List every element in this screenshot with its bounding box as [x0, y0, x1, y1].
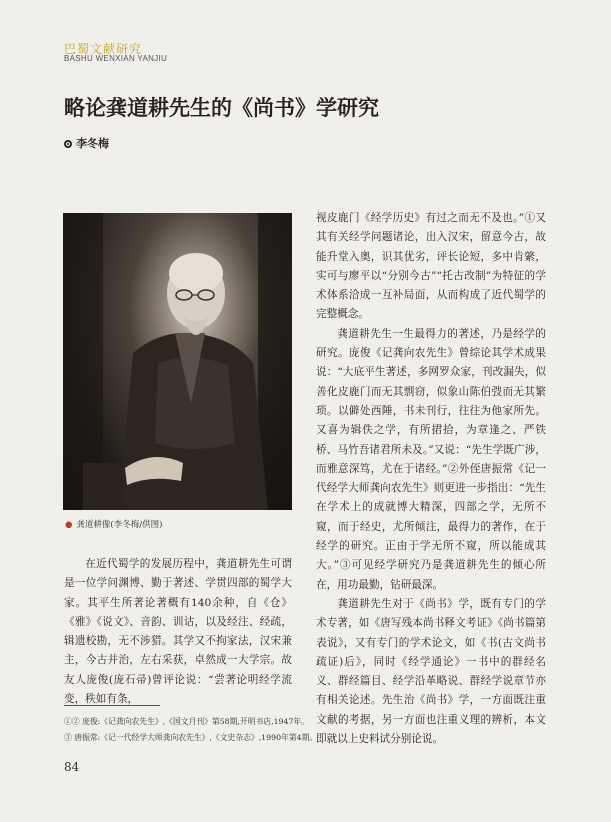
- left-column: [64, 555, 292, 709]
- footnote: ①② 庞俊:《记龚向农先生》,《国文月刊》第58期,开明书店,1947年。: [64, 717, 310, 726]
- portrait-image: [63, 213, 292, 510]
- right-column: [316, 209, 546, 749]
- paragraph: 视皮鹿门《经学历史》有过之而无不及也。”①又其有关经学问题诸论，出入汉宋，留意今古，故能升堂入奥，识其优劣，评长论短，多中肯綮，实可与廖平以“分别今古”“托古改制”为特征的学术体系洽成一互补局面，从而构成了近代蜀学的完整概念。: [316, 212, 546, 321]
- journal-name-en: BASHU WENXIAN YANJIU: [64, 54, 168, 63]
- footnote-divider: [64, 705, 160, 706]
- footnote: ③ 唐振常:《记一代经学大师龚向农先生》,《文史杂志》,1990年第4期。: [64, 733, 318, 742]
- portrait-photo: [63, 213, 292, 510]
- caption-bullet-icon: ●: [65, 520, 73, 530]
- article-author: [64, 135, 109, 151]
- author-name: 李冬梅: [76, 137, 109, 150]
- paragraph: 在近代蜀学的发展历程中，龚道耕先生可谓是一位学问渊博、勤于著述、学贯四部的蜀学大家。其平生所著论著概有140余种，自《仓》《雅》《说文》、音韵、训诂，以及经注、经疏，辑遗校勘，无不涉猎。其学又不拘家法，汉宋兼主，今古并治，左右采获，卓然成一大学宗。故友人庞俊(庞石帚)曾评论说：“尝著论明经学流变，秩如有条，: [64, 558, 292, 706]
- paragraph: 龚道耕先生对于《尚书》学，既有专门的学术专著，如《唐写残本尚书释文考证》《尚书篇第表说》，又有专门的学术论文，如《书(古文尚书疏证)后》，同时《经学通论》一书中的群经名义、群经篇目、经学沿革略说、群经学说章节亦有相关论述。先生治《尚书》学，一方面既注重文献的考据，另一方面也注重义理的辨析，本文即就以上史料试分别论说。: [316, 597, 546, 746]
- caption-text: 龚道耕像(李冬梅/供图): [76, 520, 163, 530]
- journal-name-cn: 巴蜀文献研究: [64, 42, 143, 56]
- paragraph: 龚道耕先生一生最得力的著述，乃是经学的研究。庞俊《记龚向农先生》曾综论其学术成果说：“大底平生著述，多网罗众家，刊改漏失，似善化皮鹿门而无其剽窃，似象山陈伯弢而无其繁琐。以僻处西陲，书未刊行，往往为他家所先。又喜为辑佚之学，有所捃拾，为章逢之、严铁桥、马竹吾诸君所未及。”又说：“先生学既广涉，而雅意深笃，尤在于诸经。”②外侄唐振常《记一代经学大师龚向农先生》则更进一步指出：“先生在学术上的成就博大精深，四部之学，无所不窥，而于经史，尤所倾注，最得力的著作，在于经学的研究。正由于学无所不窥，所以能成其大。”③可见经学研究乃是龚道耕先生的倾心所在，用功最勤，钻研最深。: [316, 327, 546, 591]
- page-number: 84: [64, 760, 80, 774]
- bullet-icon: [64, 140, 72, 148]
- article-title: 略论龚道耕先生的《尚书》学研究: [64, 96, 379, 120]
- photo-caption: [65, 518, 162, 530]
